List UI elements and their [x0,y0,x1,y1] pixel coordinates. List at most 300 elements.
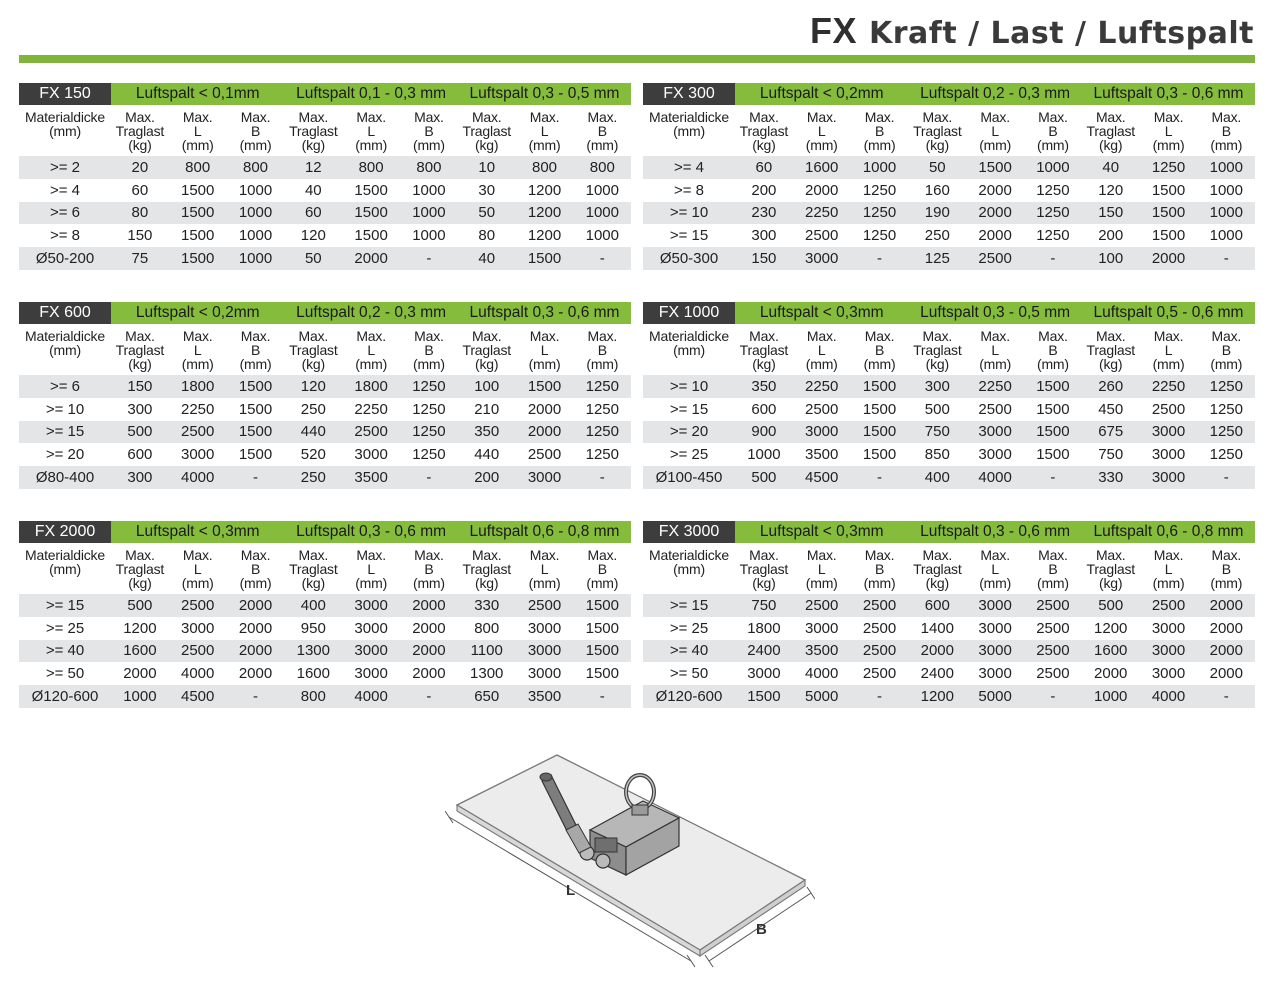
material-thickness-cell: Ø80-400 [19,466,111,489]
max-width-header [227,105,285,156]
value-cell: - [851,247,909,270]
airgap-header: Luftspalt 0,3 - 0,5 mm [908,302,1081,324]
table-row [643,224,1255,247]
value-cell: - [573,685,631,708]
max-load-header [458,324,516,375]
table-header-row [19,521,631,543]
value-cell: 1250 [1197,443,1255,466]
value-cell: 1000 [1197,156,1255,179]
value-cell: 800 [573,156,631,179]
value-cell: 2000 [400,594,458,617]
max-width-header-line: (mm) [1036,356,1069,372]
value-cell: 1500 [735,685,793,708]
value-cell: 600 [908,594,966,617]
material-thickness-cell: >= 4 [19,179,111,202]
airgap-header: Luftspalt < 0,3mm [735,521,908,543]
model-label: FX 2000 [19,521,111,543]
max-load-header-line: (kg) [752,137,776,153]
max-length-header [1140,105,1198,156]
value-cell: 2500 [793,398,851,421]
material-thickness-header [643,543,735,594]
value-cell: 800 [169,156,227,179]
value-cell: - [1197,466,1255,489]
max-load-header-line: Traglast [462,561,511,577]
value-cell: 1250 [573,375,631,398]
value-cell: 1000 [400,179,458,202]
max-length-header-line: (mm) [979,575,1012,591]
material-thickness-cell: >= 6 [19,375,111,398]
table-row [643,156,1255,179]
max-load-header-line: Traglast [739,342,789,358]
table-row [643,685,1255,708]
value-cell: 1200 [111,617,169,640]
table-header-row [643,83,1255,105]
material-thickness-cell: >= 25 [19,617,111,640]
max-width-header-line: B [597,123,607,139]
value-cell: 2250 [966,375,1024,398]
max-load-header-line: (kg) [752,575,776,591]
max-load-header [111,543,169,594]
max-load-header-line: Max. [922,547,953,563]
max-load-header-line: (kg) [1099,356,1123,372]
max-length-header [793,543,851,594]
value-cell: 4000 [342,685,400,708]
material-thickness-cell: >= 10 [643,375,735,398]
value-cell: 3000 [516,617,574,640]
value-cell: 800 [342,156,400,179]
max-load-header-line: Traglast [739,561,789,577]
value-cell: 1250 [573,443,631,466]
material-thickness-cell: >= 2 [19,156,111,179]
value-cell: 1500 [227,421,285,444]
max-width-header-line: B [1048,342,1058,358]
value-cell: 1250 [1197,375,1255,398]
value-cell: 520 [284,443,342,466]
value-cell: 1500 [169,202,227,225]
material-thickness-cell: >= 25 [643,443,735,466]
max-load-header-line: (kg) [301,575,325,591]
max-width-header-line: B [250,123,261,139]
value-cell: 950 [284,617,342,640]
table-fx1000 [643,302,1255,489]
value-cell: 3000 [966,640,1024,663]
max-load-header-line: (kg) [925,575,949,591]
value-cell: 2500 [516,443,574,466]
max-load-header-line: Traglast [1086,561,1135,577]
material-thickness-header [643,324,735,375]
magnet-on-plate-drawing [445,735,815,970]
value-cell: 1500 [342,224,400,247]
airgap-header: Luftspalt < 0,3mm [735,302,908,324]
value-cell: 2000 [966,179,1024,202]
value-cell: 1200 [516,202,574,225]
max-width-header-line: B [874,561,885,577]
value-cell: 1250 [851,202,909,225]
max-width-header [1024,324,1082,375]
max-length-header-line: (mm) [528,575,561,591]
material-thickness-cell: >= 40 [643,640,735,663]
value-cell: 2250 [342,398,400,421]
max-load-header-line: (kg) [1099,575,1123,591]
airgap-header: Luftspalt 0,6 - 0,8 mm [1082,521,1255,543]
value-cell: 500 [111,594,169,617]
max-load-header-line: Traglast [289,561,338,577]
column-header-row [643,324,1255,375]
max-width-header-line: Max. [1038,328,1068,344]
value-cell: 2250 [793,202,851,225]
value-cell: 1000 [573,179,631,202]
max-load-header [284,105,342,156]
value-cell: 1250 [1140,156,1198,179]
max-length-header-line: Max. [1153,109,1184,125]
material-thickness-cell: >= 6 [19,202,111,225]
model-label: FX 1000 [643,302,735,324]
value-cell: 1000 [1197,202,1255,225]
max-length-header-line: L [540,561,549,577]
value-cell: 3000 [1140,662,1198,685]
value-cell: 1250 [1197,398,1255,421]
value-cell: 400 [908,466,966,489]
max-length-header-line: (mm) [528,356,561,372]
max-load-header [735,324,793,375]
model-label: FX 300 [643,83,735,105]
max-length-header-line: L [193,123,202,139]
value-cell: 2400 [735,640,793,663]
max-width-header [400,324,458,375]
value-cell: 75 [111,247,169,270]
value-cell: 1500 [573,594,631,617]
value-cell: 350 [735,375,793,398]
value-cell: 150 [1082,202,1140,225]
value-cell: 60 [284,202,342,225]
value-cell: 1250 [400,375,458,398]
material-thickness-cell: Ø100-450 [643,466,735,489]
spec-table [643,521,1255,708]
value-cell: 1500 [1140,179,1198,202]
value-cell: 1000 [227,224,285,247]
value-cell: 1100 [458,640,516,663]
value-cell: 1500 [1140,224,1198,247]
max-length-header-line: Max. [806,109,837,125]
max-length-header-line: Max. [529,109,560,125]
material-thickness-cell: >= 20 [19,443,111,466]
value-cell: 1600 [284,662,342,685]
dimension-l-label: L [566,882,576,899]
value-cell: 210 [458,398,516,421]
material-thickness-cell: Ø120-600 [19,685,111,708]
value-cell: 2000 [1082,662,1140,685]
max-width-header-line: (mm) [239,137,272,153]
max-width-header-line: Max. [864,547,895,563]
max-load-header-line: (kg) [925,356,949,372]
material-thickness-header [19,543,111,594]
material-thickness-header [19,324,111,375]
max-load-header-line: (kg) [475,137,499,153]
table-fx3000 [643,521,1255,708]
value-cell: 2500 [1024,617,1082,640]
value-cell: 4000 [1140,685,1198,708]
value-cell: 675 [1082,421,1140,444]
max-load-header-line: Traglast [913,123,962,139]
max-length-header [516,543,574,594]
material-thickness-cell: Ø50-300 [643,247,735,270]
max-width-header-line: (mm) [863,137,896,153]
table-row [19,421,631,444]
value-cell: 3000 [793,617,851,640]
material-thickness-header-line: (mm) [673,123,705,139]
material-thickness-cell: >= 20 [643,421,735,444]
value-cell: 500 [1082,594,1140,617]
max-length-header-line: Max. [356,109,386,125]
value-cell: - [1024,685,1082,708]
value-cell: - [227,685,285,708]
material-thickness-cell: >= 15 [19,594,111,617]
table-row [19,202,631,225]
max-length-header [966,105,1024,156]
max-load-header [284,324,342,375]
max-length-header-line: (mm) [528,137,561,153]
value-cell: 1500 [1024,375,1082,398]
max-length-header [169,105,227,156]
value-cell: 3000 [966,443,1024,466]
value-cell: 120 [284,224,342,247]
value-cell: 3000 [1140,421,1198,444]
value-cell: - [1197,685,1255,708]
value-cell: 2500 [516,594,574,617]
value-cell: 300 [908,375,966,398]
value-cell: 1000 [227,202,285,225]
value-cell: 1000 [400,202,458,225]
value-cell: 2000 [966,224,1024,247]
value-cell: 2500 [1140,594,1198,617]
max-load-header-line: Traglast [462,123,511,139]
value-cell: 2500 [342,421,400,444]
material-thickness-cell: >= 10 [643,202,735,225]
value-cell: 2500 [169,640,227,663]
max-width-header-line: B [1221,561,1231,577]
value-cell: 5000 [966,685,1024,708]
material-thickness-header-line: Materialdicke [25,328,105,344]
value-cell: 80 [458,224,516,247]
table-fx300 [643,83,1255,270]
value-cell: 500 [735,466,793,489]
value-cell: 800 [400,156,458,179]
value-cell: 1200 [516,224,574,247]
table-row [643,179,1255,202]
value-cell: 1500 [1140,202,1198,225]
max-length-header-line: Max. [356,328,386,344]
value-cell: 1800 [342,375,400,398]
value-cell: 3000 [1140,443,1198,466]
table-row [643,247,1255,270]
airgap-header: Luftspalt 0,3 - 0,6 mm [284,521,457,543]
value-cell: 2250 [1140,375,1198,398]
value-cell: 1250 [400,443,458,466]
max-load-header-line: (kg) [301,137,325,153]
table-header-row [19,302,631,324]
value-cell: 750 [908,421,966,444]
value-cell: 3000 [793,421,851,444]
spec-table [643,302,1255,489]
title-divider [19,55,1255,63]
max-width-header-line: (mm) [586,575,619,591]
value-cell: 1500 [851,443,909,466]
max-width-header-line: (mm) [1210,137,1243,153]
value-cell: 1500 [342,179,400,202]
max-load-header-line: Traglast [289,123,338,139]
value-cell: 1500 [851,375,909,398]
max-length-header-line: L [367,123,375,139]
column-header-row [19,324,631,375]
max-width-header-line: Max. [1211,328,1242,344]
value-cell: 1500 [573,662,631,685]
table-row [19,594,631,617]
value-cell: 250 [908,224,966,247]
value-cell: 3000 [169,443,227,466]
material-thickness-header-line: (mm) [49,123,81,139]
max-load-header-line: Traglast [913,342,962,358]
max-load-header-line: (kg) [301,356,325,372]
value-cell: 100 [1082,247,1140,270]
table-header-row [643,521,1255,543]
max-width-header-line: (mm) [412,575,445,591]
max-load-header [1082,105,1140,156]
material-thickness-header-line: Materialdicke [649,547,729,563]
max-length-header-line: Max. [182,547,213,563]
value-cell: 1600 [1082,640,1140,663]
table-row [643,443,1255,466]
value-cell: 120 [1082,179,1140,202]
max-load-header [111,324,169,375]
value-cell: 1000 [1197,224,1255,247]
value-cell: 2500 [1140,398,1198,421]
value-cell: 150 [111,224,169,247]
value-cell: 1500 [227,443,285,466]
max-width-header-line: Max. [1211,109,1242,125]
value-cell: 3000 [966,594,1024,617]
max-length-header-line: (mm) [805,356,838,372]
table-row [19,224,631,247]
value-cell: 250 [284,466,342,489]
value-cell: 1000 [851,156,909,179]
max-length-header [966,324,1024,375]
material-thickness-header-line: Materialdicke [649,328,729,344]
column-header-row [19,543,631,594]
max-load-header-line: Max. [125,109,155,125]
value-cell: - [400,685,458,708]
max-load-header [111,105,169,156]
value-cell: 2500 [1024,594,1082,617]
value-cell: 3000 [735,662,793,685]
airgap-header: Luftspalt < 0,2mm [735,83,908,105]
value-cell: 1300 [458,662,516,685]
value-cell: - [400,466,458,489]
max-load-header-line: (kg) [128,356,152,372]
material-thickness-cell: >= 15 [643,224,735,247]
max-length-header [342,105,400,156]
max-width-header-line: B [1048,123,1058,139]
max-width-header [227,324,285,375]
value-cell: - [1024,247,1082,270]
value-cell: 3500 [793,640,851,663]
max-load-header [908,324,966,375]
max-length-header-line: (mm) [1152,137,1185,153]
max-load-header [1082,543,1140,594]
value-cell: 2000 [1197,662,1255,685]
max-load-header-line: Traglast [289,342,338,358]
airgap-header: Luftspalt < 0,2mm [111,302,284,324]
max-load-header-line: (kg) [475,575,499,591]
max-length-header-line: (mm) [181,137,214,153]
max-load-header [735,543,793,594]
max-load-header-line: Max. [471,109,502,125]
value-cell: 150 [111,375,169,398]
value-cell: 2000 [400,617,458,640]
max-width-header-line: Max. [1038,109,1068,125]
max-length-header [1140,543,1198,594]
max-length-header-line: (mm) [1152,575,1185,591]
value-cell: 2000 [793,179,851,202]
max-length-header-line: L [367,342,375,358]
title-model: FX [809,10,857,51]
value-cell: 1600 [793,156,851,179]
table-fx150 [19,83,631,270]
value-cell: 900 [735,421,793,444]
max-width-header-line: Max. [587,109,618,125]
value-cell: 330 [1082,466,1140,489]
value-cell: 150 [735,247,793,270]
value-cell: 1500 [227,398,285,421]
max-length-header-line: (mm) [979,356,1012,372]
spec-table [19,521,631,708]
max-length-header-line: Max. [980,109,1010,125]
value-cell: 1000 [400,224,458,247]
table-row [19,640,631,663]
value-cell: 1800 [735,617,793,640]
value-cell: 2500 [793,224,851,247]
value-cell: 1000 [1197,179,1255,202]
max-length-header-line: Max. [529,328,560,344]
value-cell: 2250 [793,375,851,398]
max-length-header-line: L [1164,123,1173,139]
value-cell: 750 [1082,443,1140,466]
value-cell: 800 [458,617,516,640]
value-cell: 3000 [966,421,1024,444]
max-length-header-line: L [1164,561,1173,577]
max-width-header-line: B [424,561,434,577]
max-length-header-line: L [991,561,999,577]
value-cell: 2000 [1197,594,1255,617]
max-load-header-line: (kg) [128,575,152,591]
max-width-header-line: (mm) [239,575,272,591]
max-width-header-line: (mm) [1210,575,1243,591]
material-thickness-header-line: (mm) [49,342,81,358]
max-length-header-line: (mm) [355,356,388,372]
material-thickness-cell: >= 15 [19,421,111,444]
value-cell: - [400,247,458,270]
value-cell: 2000 [227,640,285,663]
max-length-header [793,324,851,375]
lifting-magnet-illustration [445,735,815,970]
max-load-header-line: Max. [125,547,155,563]
value-cell: 2000 [516,398,574,421]
max-width-header-line: Max. [864,328,895,344]
max-load-header-line: Max. [922,109,953,125]
max-length-header-line: L [540,342,549,358]
max-width-header-line: (mm) [1036,137,1069,153]
value-cell: 160 [908,179,966,202]
airgap-header: Luftspalt < 0,3mm [111,521,284,543]
